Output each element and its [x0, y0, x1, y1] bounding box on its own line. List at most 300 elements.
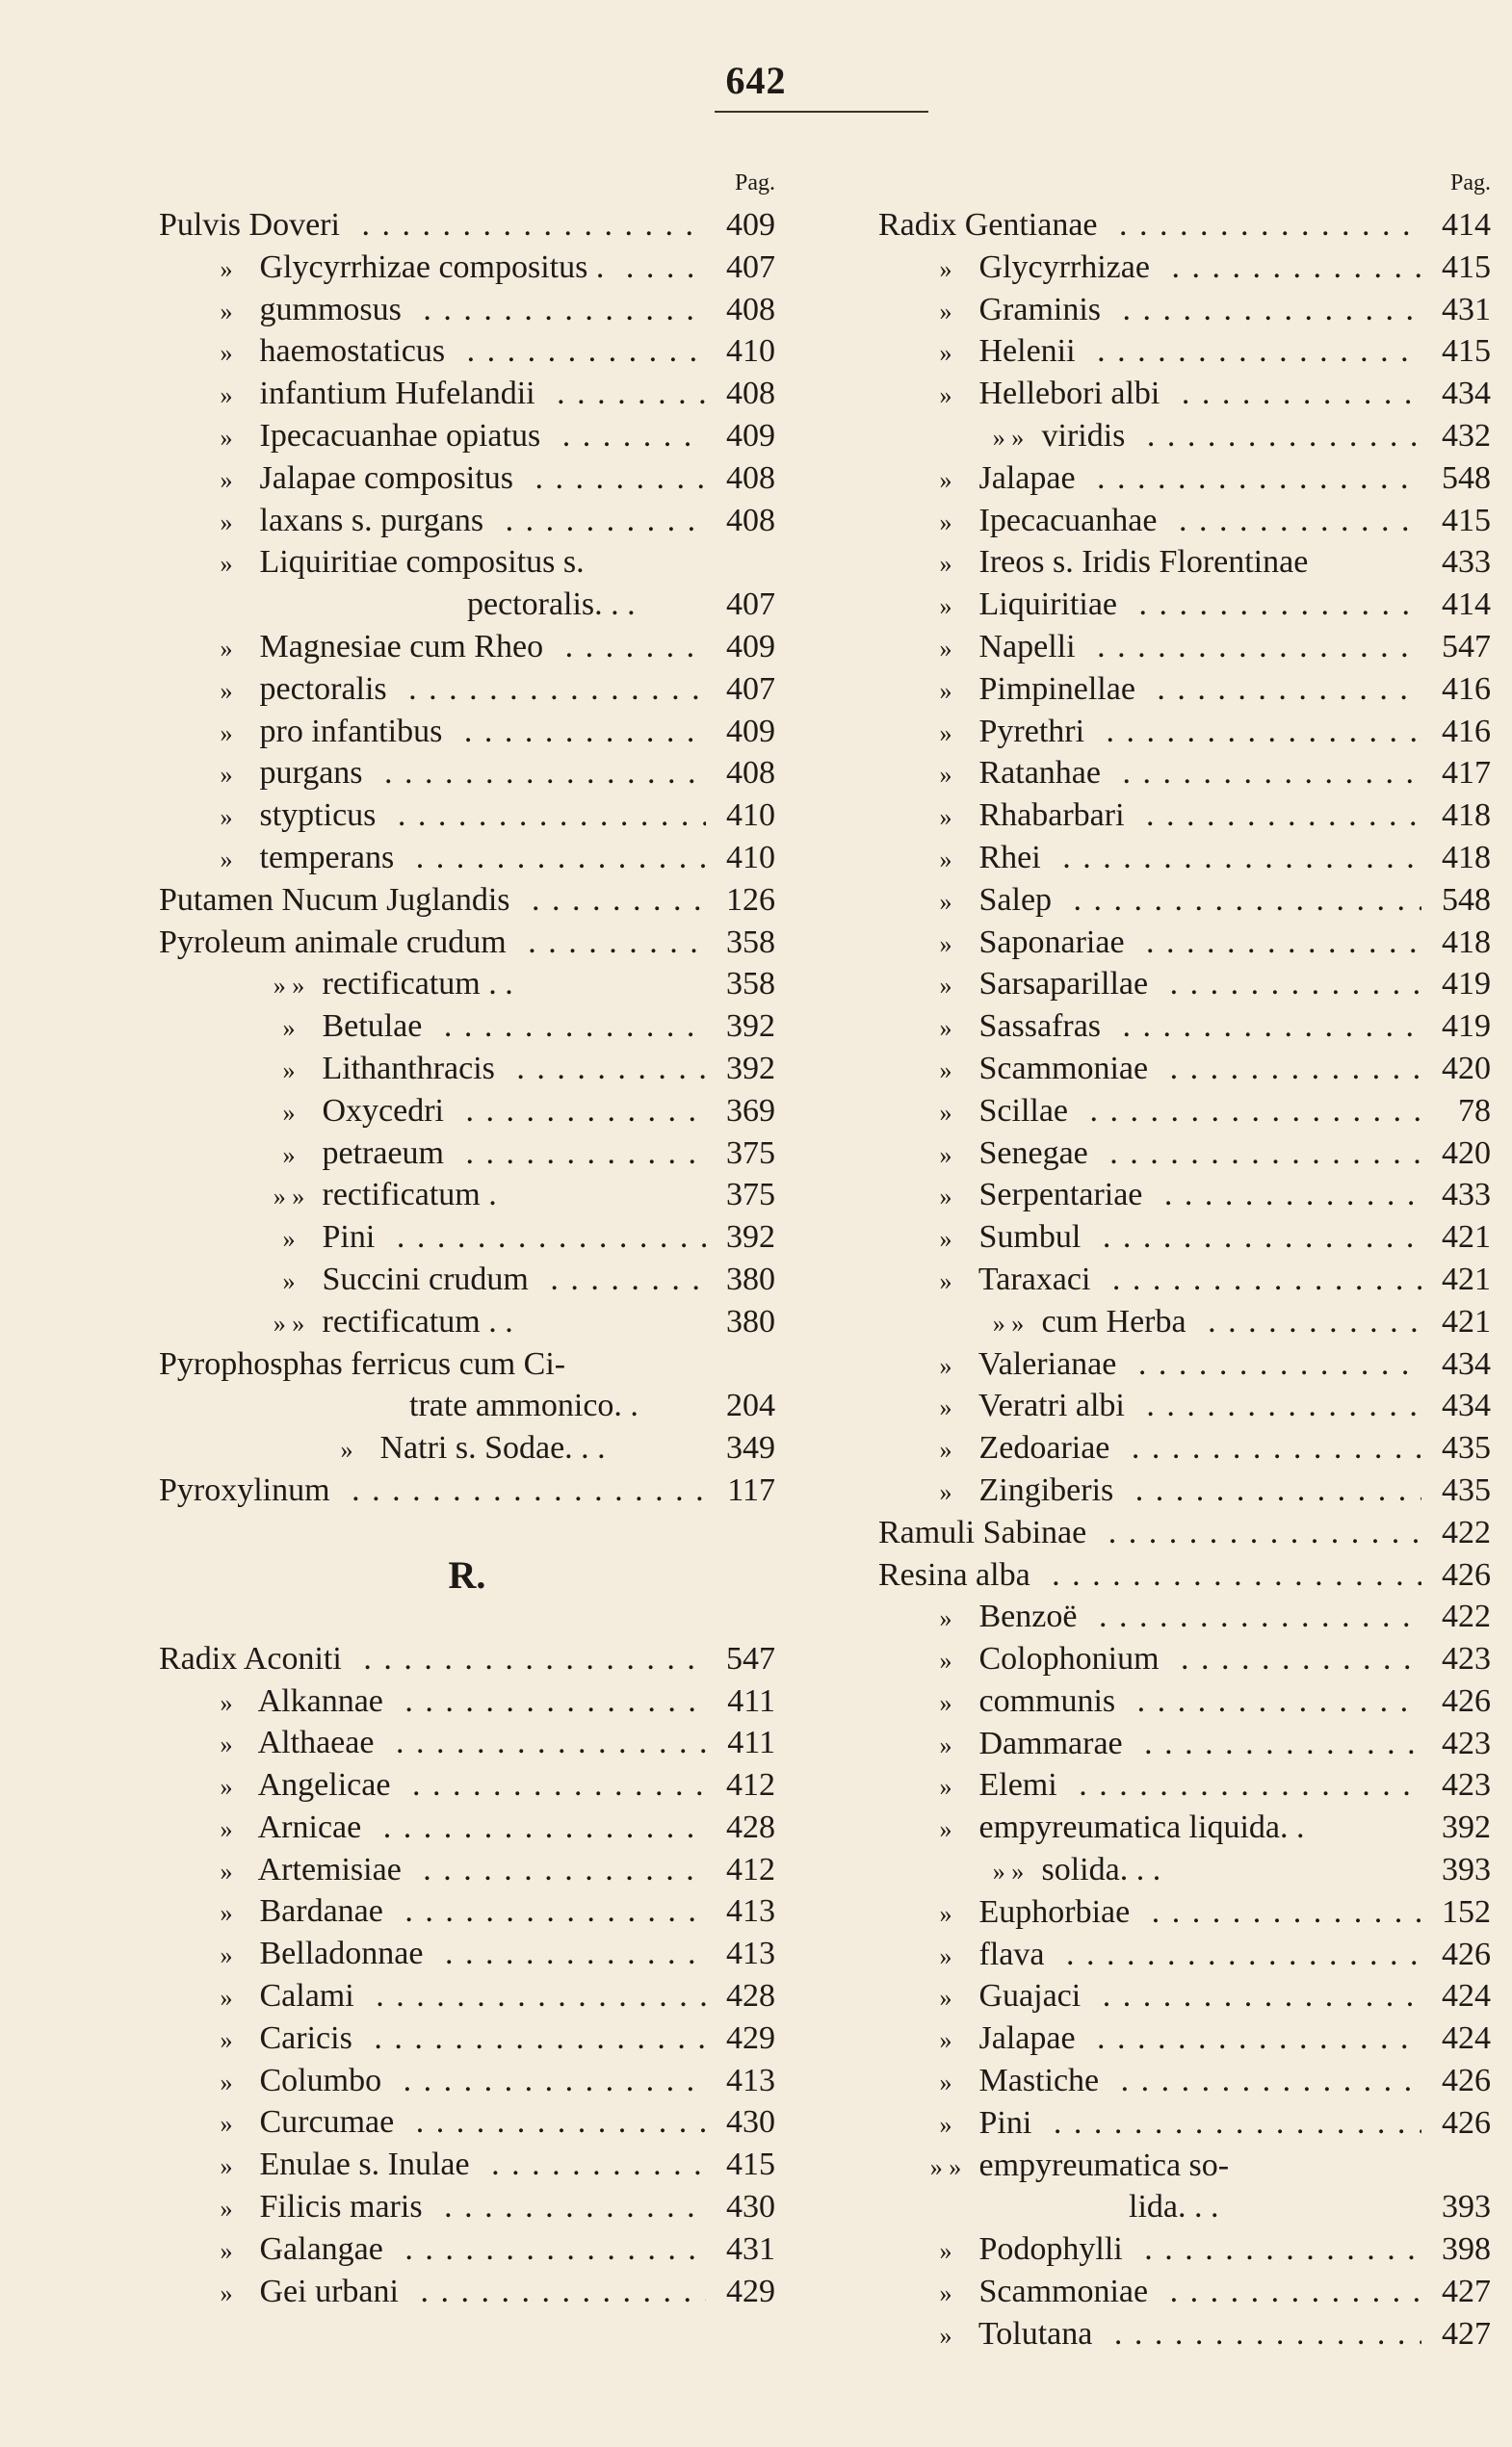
index-entry	[159, 1722, 775, 1764]
entry-page-number: 349	[706, 1427, 775, 1470]
entry-label: Hellebori albi	[979, 376, 1166, 411]
entry-term	[878, 1216, 1423, 1259]
index-entry	[159, 837, 775, 879]
index-entry	[159, 500, 775, 542]
ditto-mark: »	[926, 628, 971, 668]
entry-term	[159, 1005, 708, 1048]
entry-label: Zedoariae	[979, 1430, 1116, 1466]
entry-page-number: 419	[1421, 963, 1491, 1005]
index-entry	[878, 794, 1491, 837]
index-entry	[159, 1470, 775, 1512]
entry-term	[159, 668, 708, 711]
entry-page-number: 426	[1421, 1680, 1491, 1723]
entry-label: Scammoniae	[979, 2274, 1155, 2309]
index-entry	[878, 1512, 1491, 1554]
entry-label: rectificatum .	[323, 1177, 503, 1212]
index-column-right	[878, 162, 1491, 2356]
index-entry	[878, 752, 1491, 794]
ditto-mark: »	[926, 754, 971, 794]
entry-label: Pyrethri	[979, 714, 1091, 749]
entry-page-number: 420	[1421, 1048, 1491, 1090]
entry-page-number: 547	[706, 1638, 775, 1680]
entry-label: flava	[979, 1937, 1051, 1972]
ditto-mark: »	[926, 1640, 971, 1680]
entry-page-number: 369	[706, 1090, 775, 1132]
entry-label: Valerianae	[978, 1346, 1122, 1382]
ditto-mark: »	[926, 586, 971, 626]
entry-term	[878, 1259, 1423, 1301]
ditto-mark: » »	[926, 2147, 971, 2187]
entry-label: Sarsaparillae	[979, 966, 1155, 1002]
index-entry	[878, 922, 1491, 964]
column-header-pag: Pag.	[1450, 170, 1491, 195]
entry-page-number: 392	[706, 1005, 775, 1048]
entry-label: Gei urbani	[260, 2274, 404, 2309]
entry-term	[159, 1638, 708, 1680]
index-entry	[159, 1132, 775, 1175]
index-entry	[878, 837, 1491, 879]
entry-page-number: 408	[706, 500, 775, 542]
entry-label: Saponariae	[979, 924, 1131, 960]
ditto-mark: »	[926, 459, 971, 500]
index-entry	[159, 204, 775, 247]
entry-page-number: 411	[706, 1680, 775, 1723]
entry-page-number: 415	[1421, 500, 1491, 542]
entry-term	[159, 584, 708, 626]
entry-term	[878, 1132, 1423, 1175]
entry-term	[878, 752, 1423, 794]
entry-term	[159, 1807, 708, 1849]
ditto-mark: »	[207, 796, 251, 837]
index-entry	[159, 1638, 775, 1680]
index-list-r	[159, 1638, 775, 2313]
entry-page-number: 398	[1421, 2228, 1491, 2271]
entry-page-number: 409	[706, 711, 775, 753]
index-entry	[878, 1596, 1491, 1638]
entry-label: rectificatum . .	[323, 966, 519, 1002]
entry-page-number: 426	[1421, 1554, 1491, 1597]
entry-term	[878, 879, 1423, 922]
page-number: 642	[725, 59, 787, 102]
entry-term	[878, 1554, 1423, 1597]
entry-term	[159, 1048, 708, 1090]
entry-label: Belladonnae	[260, 1936, 430, 1971]
entry-label: Rhabarbari	[979, 797, 1131, 833]
entry-page-number: 416	[1421, 711, 1491, 753]
entry-label: Dammarae	[979, 1726, 1129, 1761]
entry-label: Pyroxylinum	[159, 1472, 336, 1508]
entry-page-number: 415	[1421, 247, 1491, 289]
entry-page-number: 419	[1421, 1005, 1491, 1048]
index-entry	[878, 1849, 1491, 1891]
entry-term	[159, 1722, 708, 1764]
entry-label: pectoralis	[260, 671, 393, 707]
entry-page-number: 421	[1421, 1301, 1491, 1343]
entry-term	[878, 1891, 1423, 1934]
entry-page-number: 414	[1421, 584, 1491, 626]
ditto-mark: »	[926, 1471, 971, 1512]
entry-label: Artemisiae	[258, 1852, 407, 1887]
entry-label: viridis	[1042, 418, 1132, 454]
header-rule	[715, 111, 928, 113]
entry-term	[878, 668, 1423, 711]
entry-term	[878, 626, 1423, 668]
index-entry	[878, 1975, 1491, 2017]
index-entry	[878, 2186, 1491, 2228]
entry-label: empyreumatica liquida. .	[979, 1809, 1311, 1845]
entry-page-number: 408	[706, 457, 775, 500]
index-entry	[159, 1343, 775, 1386]
entry-term	[878, 584, 1423, 626]
index-entry	[878, 2228, 1491, 2271]
entry-term	[159, 2186, 708, 2228]
entry-label: Alkannae	[258, 1683, 389, 1719]
ditto-mark: »	[207, 670, 251, 711]
entry-page-number: 408	[706, 289, 775, 331]
entry-label: Sumbul	[979, 1219, 1087, 1255]
ditto-mark: »	[207, 375, 251, 415]
entry-term	[159, 289, 708, 331]
entry-page-number: 435	[1421, 1427, 1491, 1470]
ditto-mark: » »	[270, 1176, 314, 1216]
index-entry	[159, 1849, 775, 1891]
ditto-mark: »	[207, 1682, 251, 1723]
entry-label: Curcumae	[260, 2104, 401, 2140]
index-entry	[878, 1301, 1491, 1343]
index-entry	[159, 1216, 775, 1259]
entry-term	[159, 1174, 708, 1216]
index-entry	[878, 1891, 1491, 1934]
ditto-mark: »	[926, 1936, 971, 1976]
index-entry	[159, 1933, 775, 1975]
entry-label: Guajaci	[979, 1978, 1087, 2014]
entry-term	[878, 1680, 1423, 1723]
entry-page-number: 152	[1421, 1891, 1491, 1934]
entry-term	[159, 1301, 708, 1343]
index-entry	[878, 1090, 1491, 1132]
entry-term	[159, 1427, 708, 1470]
ditto-mark: »	[926, 502, 971, 542]
index-entry	[878, 879, 1491, 922]
entry-page-number: 548	[1421, 457, 1491, 500]
entry-label: Pini	[323, 1219, 381, 1255]
index-entry	[159, 1975, 775, 2017]
index-entry	[878, 1680, 1491, 1723]
entry-label: Scillae	[979, 1093, 1075, 1129]
entry-term	[878, 204, 1423, 247]
index-entry	[159, 1427, 775, 1470]
entry-term	[159, 1132, 708, 1175]
entry-page-number: 380	[706, 1259, 775, 1301]
entry-term	[878, 711, 1423, 753]
index-entry	[878, 457, 1491, 500]
entry-label: haemostaticus	[260, 333, 452, 369]
ditto-mark: »	[926, 1429, 971, 1470]
index-entry	[159, 330, 775, 373]
entry-label: Pulvis Doveri	[159, 207, 346, 243]
entry-term	[878, 1723, 1423, 1765]
entry-label: trate ammonico. .	[409, 1388, 644, 1423]
ditto-mark: »	[926, 881, 971, 922]
entry-term	[878, 1849, 1423, 1891]
ditto-mark: »	[926, 924, 971, 964]
ditto-mark: »	[207, 2230, 251, 2271]
ditto-mark: »	[207, 459, 251, 500]
index-entry	[159, 922, 775, 964]
index-entry	[878, 289, 1491, 331]
entry-label: Arnicae	[258, 1809, 368, 1845]
entry-term	[878, 500, 1423, 542]
index-entry	[159, 626, 775, 668]
entry-term	[159, 2060, 708, 2102]
entry-term	[878, 1048, 1423, 1090]
entry-page-number: 427	[1421, 2313, 1491, 2356]
entry-page-number: 393	[1421, 1849, 1491, 1891]
ditto-mark: »	[270, 1134, 314, 1175]
ditto-mark: »	[926, 1598, 971, 1638]
entry-page-number: 408	[706, 752, 775, 794]
entry-label: Calami	[260, 1978, 360, 2014]
entry-label: Bardanae	[260, 1893, 389, 1929]
entry-label: Senegae	[979, 1135, 1094, 1171]
entry-term	[159, 1259, 708, 1301]
entry-page-number: 413	[706, 2060, 775, 2102]
entry-page-number: 411	[706, 1722, 775, 1764]
ditto-mark: »	[926, 1766, 971, 1807]
entry-page-number: 422	[1421, 1596, 1491, 1638]
entry-term	[159, 837, 708, 879]
index-entry	[878, 1554, 1491, 1597]
entry-page-number: 126	[706, 879, 775, 922]
index-entry	[159, 963, 775, 1005]
entry-term	[159, 963, 708, 1005]
entry-page-number: 418	[1421, 794, 1491, 837]
entry-term	[878, 1638, 1423, 1680]
entry-label: Salep	[979, 882, 1058, 918]
index-entry	[159, 1048, 775, 1090]
entry-label: rectificatum . .	[323, 1304, 519, 1340]
entry-page-number: 430	[706, 2101, 775, 2144]
entry-page-number: 428	[706, 1807, 775, 1849]
index-entry	[159, 457, 775, 500]
entry-page-number: 407	[706, 668, 775, 711]
entry-label: Taraxaci	[978, 1262, 1097, 1297]
entry-term	[159, 415, 708, 457]
entry-label: Radix Aconiti	[159, 1641, 348, 1677]
ditto-mark: »	[207, 248, 251, 289]
ditto-mark: »	[926, 713, 971, 753]
index-entry	[159, 373, 775, 415]
index-entry	[878, 2271, 1491, 2313]
entry-page-number: 426	[1421, 2102, 1491, 2145]
ditto-mark: »	[926, 2019, 971, 2060]
entry-label: Veratri albi	[978, 1388, 1131, 1423]
entry-page-number: 424	[1421, 1975, 1491, 2017]
index-entry	[159, 2228, 775, 2271]
entry-page-number: 423	[1421, 1764, 1491, 1807]
index-entry	[159, 711, 775, 753]
entry-term	[159, 1216, 708, 1259]
entry-page-number: 431	[706, 2228, 775, 2271]
ditto-mark: »	[926, 1261, 971, 1301]
entry-page-number: 392	[706, 1048, 775, 1090]
ditto-mark: »	[926, 1893, 971, 1934]
entry-page-number: 415	[706, 2144, 775, 2186]
index-entry	[878, 2102, 1491, 2145]
entry-term	[878, 1596, 1423, 1638]
entry-term	[159, 204, 708, 247]
entry-term	[878, 330, 1423, 373]
entry-term	[878, 247, 1423, 289]
ditto-mark: »	[207, 2103, 251, 2144]
entry-term	[159, 626, 708, 668]
entry-page-number: 413	[706, 1933, 775, 1975]
ditto-mark: »	[926, 2315, 971, 2356]
entry-term	[878, 1470, 1423, 1512]
entry-page-number: 431	[1421, 289, 1491, 331]
entry-term	[878, 1975, 1423, 2017]
ditto-mark: »	[926, 1977, 971, 2017]
entry-label: Ipecacuanhae	[979, 503, 1163, 538]
entry-term	[878, 2228, 1423, 2271]
index-entry	[878, 2145, 1491, 2187]
entry-page-number: 407	[706, 247, 775, 289]
entry-page-number: 427	[1421, 2271, 1491, 2313]
entry-page-number: 408	[706, 373, 775, 415]
entry-label: Jalapae	[979, 2020, 1082, 2056]
entry-label: Althaeae	[258, 1725, 380, 1760]
entry-page-number: 407	[706, 584, 775, 626]
entry-term	[159, 879, 708, 922]
entry-label: Succini crudum	[323, 1262, 534, 1297]
ditto-mark: »	[926, 2062, 971, 2102]
entry-label: cum Herba	[1042, 1304, 1192, 1340]
ditto-mark: »	[207, 1724, 251, 1764]
entry-label: Natri s. Sodae. . .	[380, 1430, 612, 1466]
entry-page-number: 358	[706, 963, 775, 1005]
ditto-mark: »	[207, 332, 251, 373]
entry-page-number: 414	[1421, 204, 1491, 247]
entry-term	[878, 2186, 1423, 2228]
ditto-mark: »	[207, 713, 251, 753]
index-entry	[159, 2101, 775, 2144]
ditto-mark: »	[926, 2273, 971, 2313]
entry-term	[878, 541, 1423, 584]
index-entry	[878, 204, 1491, 247]
index-entry	[878, 963, 1491, 1005]
ditto-mark: »	[926, 796, 971, 837]
entry-page-number: 204	[706, 1385, 775, 1427]
index-entry	[159, 879, 775, 922]
entry-term	[159, 794, 708, 837]
ditto-mark: »	[926, 1345, 971, 1386]
ditto-mark: »	[207, 1766, 251, 1807]
ditto-mark: »	[926, 1725, 971, 1765]
index-entry	[878, 330, 1491, 373]
index-list-p	[159, 204, 775, 1512]
entry-page-number: 392	[706, 1216, 775, 1259]
ditto-mark: »	[327, 1429, 372, 1470]
entry-page-number: 418	[1421, 922, 1491, 964]
entry-label: Colophonium	[979, 1641, 1165, 1677]
entry-label: Euphorbiae	[979, 1894, 1136, 1930]
entry-term	[878, 794, 1423, 837]
index-entry	[878, 584, 1491, 626]
entry-page-number: 413	[706, 1890, 775, 1933]
index-column-left	[159, 162, 775, 2312]
entry-page-number: 415	[1421, 330, 1491, 373]
entry-page-number: 409	[706, 204, 775, 247]
entry-page-number: 410	[706, 330, 775, 373]
entry-term	[878, 837, 1423, 879]
index-entry	[878, 373, 1491, 415]
entry-term	[159, 330, 708, 373]
index-entry	[159, 1890, 775, 1933]
entry-term	[159, 2144, 708, 2186]
entry-term	[159, 1090, 708, 1132]
entry-page-number: 417	[1421, 752, 1491, 794]
entry-label: solida. . .	[1042, 1852, 1167, 1887]
entry-label: Radix Gentianae	[878, 207, 1104, 243]
entry-page-number: 548	[1421, 879, 1491, 922]
entry-page-number: 392	[1421, 1807, 1491, 1849]
entry-term	[159, 2101, 708, 2144]
entry-term	[878, 457, 1423, 500]
entry-page-number: 412	[706, 1764, 775, 1807]
index-entry	[159, 415, 775, 457]
ditto-mark: »	[207, 839, 251, 879]
index-entry	[878, 500, 1491, 542]
ditto-mark: »	[926, 1387, 971, 1427]
entry-page-number: 375	[706, 1132, 775, 1175]
index-entry	[159, 1005, 775, 1048]
entry-label: Serpentariae	[979, 1177, 1149, 1212]
entry-term	[878, 963, 1423, 1005]
entry-term	[878, 1807, 1423, 1849]
entry-label: infantium Hufelandii	[260, 376, 541, 411]
ditto-mark: »	[926, 670, 971, 711]
entry-page-number: 547	[1421, 626, 1491, 668]
entry-label: Napelli	[979, 629, 1082, 664]
entry-term	[878, 415, 1423, 457]
entry-label: Magnesiae cum Rheo	[260, 629, 550, 664]
ditto-mark: »	[926, 1809, 971, 1849]
index-entry	[878, 1343, 1491, 1386]
ditto-mark: »	[207, 1977, 251, 2017]
entry-page-number: 418	[1421, 837, 1491, 879]
entry-label: laxans s. purgans	[260, 503, 490, 538]
entry-page-number: 380	[706, 1301, 775, 1343]
entry-page-number: 420	[1421, 1132, 1491, 1175]
entry-page-number: 375	[706, 1174, 775, 1216]
entry-label: Caricis	[260, 2020, 358, 2056]
index-entry	[159, 289, 775, 331]
entry-page-number: 421	[1421, 1216, 1491, 1259]
entry-page-number: 78	[1421, 1090, 1491, 1132]
entry-label: Zingiberis	[979, 1472, 1120, 1508]
index-entry	[878, 1427, 1491, 1470]
ditto-mark: »	[207, 2019, 251, 2060]
index-entry	[878, 1764, 1491, 1807]
entry-term	[878, 2102, 1423, 2145]
entry-term	[159, 373, 708, 415]
entry-term	[159, 922, 708, 964]
entry-label: Oxycedri	[323, 1093, 451, 1129]
entry-page-number: 430	[706, 2186, 775, 2228]
entry-term	[159, 1933, 708, 1975]
entry-label: Jalapae	[979, 460, 1082, 496]
index-list-r-continued	[878, 204, 1491, 2356]
